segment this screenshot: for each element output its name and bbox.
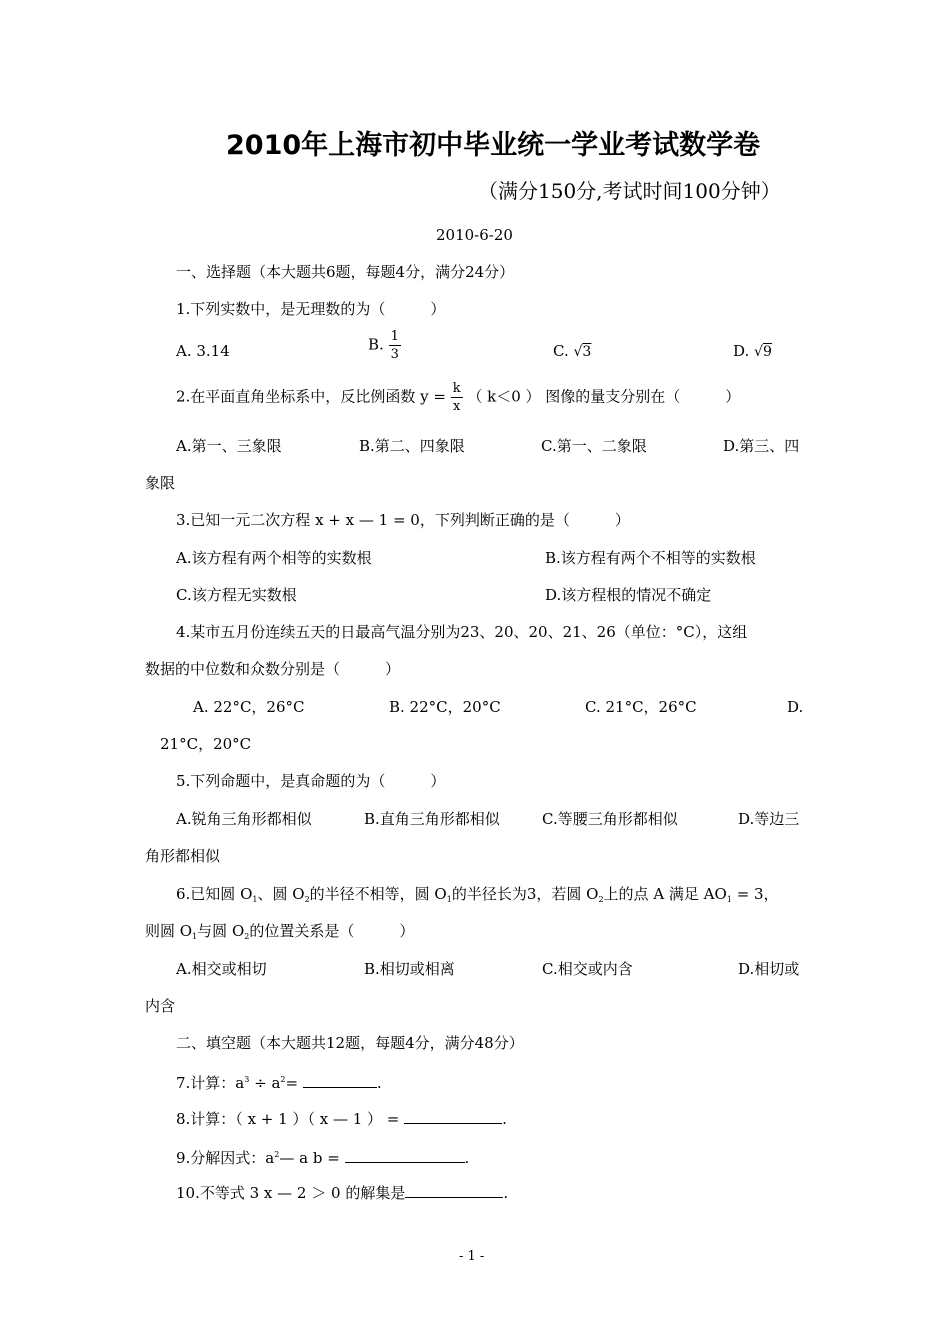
q2-stem-part1: 2.在平面直角坐标系中，反比例函数 y = — [176, 387, 446, 406]
q2-option-b: B.第二、四象限 — [359, 437, 465, 455]
q5-option-c: C.等腰三角形都相似 — [542, 810, 678, 828]
q10-text: . — [503, 1184, 509, 1202]
q1-option-b-label: B. — [368, 335, 384, 354]
q1-option-d-label: D. — [733, 342, 750, 360]
q3-option-d: D.该方程根的情况不确定 — [545, 586, 712, 604]
q9-text: . — [464, 1149, 470, 1167]
q7-text: = — [285, 1074, 303, 1092]
q4-option-c: C. 21°C，26°C — [585, 698, 697, 716]
q8-text: 8.计算：（ x + 1 ）（ x — 1 ） = — [176, 1110, 405, 1128]
q7-text: ÷ a — [249, 1074, 281, 1092]
exam-date: 2010-6-20 — [436, 226, 513, 244]
superscript: 2 — [274, 1150, 280, 1159]
q9 — [176, 1146, 469, 1167]
q9-text: — a b = — [279, 1149, 345, 1167]
q6-text: 的半径长为3，若圆 O — [451, 885, 599, 903]
square-root-9: √9 — [754, 344, 772, 360]
subscript: 2 — [598, 895, 604, 904]
q6-text: = 3， — [731, 885, 779, 903]
q3-option-c: C.该方程无实数根 — [176, 586, 297, 604]
q1-option-b — [368, 328, 401, 363]
subscript: 2 — [244, 932, 250, 941]
q2-fraction — [451, 380, 463, 415]
q10 — [176, 1183, 508, 1202]
q2-stem-part2: （ k＜0 ） 图像的量支分别在（ ） — [467, 387, 741, 406]
page-title: 2010年上海市初中毕业统一学业考试数学卷 — [226, 130, 761, 161]
q7-text: 7.计算：a — [176, 1074, 245, 1092]
q6-option-a: A.相交或相切 — [176, 960, 267, 978]
page-subtitle: （满分150分,考试时间100分钟） — [478, 179, 781, 203]
fraction-numerator: k — [452, 381, 461, 396]
q6-text: 、圆 O — [257, 885, 305, 903]
q6-text: 上的点 A 满足 AO — [603, 885, 727, 903]
superscript: 3 — [244, 1075, 250, 1084]
q6-text: 则圆 O — [145, 922, 193, 940]
q4-option-d-continued: 21°C，20°C — [160, 735, 252, 753]
q4-option-d: D. — [787, 698, 804, 716]
q2-option-d-continued: 象限 — [145, 474, 176, 492]
q4-stem-continued: 数据的中位数和众数分别是（ ） — [145, 660, 401, 678]
q2-option-d: D.第三、四 — [723, 437, 800, 455]
q1-stem: 1.下列实数中，是无理数的为（ ） — [176, 300, 446, 318]
answer-blank[interactable] — [303, 1073, 377, 1088]
q4-option-a: A. 22°C，26°C — [193, 698, 305, 716]
q1-option-c-label: C. — [553, 342, 569, 360]
q2-stem — [176, 380, 740, 415]
radicand: 9 — [762, 344, 772, 360]
fraction-numerator: 1 — [390, 329, 399, 344]
q1-option-d — [733, 342, 772, 361]
subscript: 2 — [304, 895, 310, 904]
square-root-3: √3 — [573, 344, 592, 360]
q8-text: . — [502, 1110, 507, 1128]
subscript: 1 — [252, 895, 258, 904]
subscript: 1 — [192, 932, 198, 941]
subscript: 1 — [446, 895, 452, 904]
q6-option-d: D.相切或 — [738, 960, 800, 978]
q5-option-d: D.等边三 — [738, 810, 800, 828]
q1-option-b-fraction — [389, 328, 401, 363]
q7-text: . — [376, 1074, 382, 1092]
q6-stem — [176, 885, 779, 909]
q1-option-a: A. 3.14 — [176, 342, 230, 360]
q6-text: 的位置关系是（ ） — [249, 922, 415, 940]
superscript: 2 — [280, 1075, 286, 1084]
q9-text: 9.分解因式：a — [176, 1149, 275, 1167]
q3-option-a: A.该方程有两个相等的实数根 — [176, 549, 372, 567]
section-2-heading: 二、填空题（本大题共12题，每题4分，满分48分） — [176, 1034, 524, 1052]
q4-stem: 4.某市五月份连续五天的日最高气温分别为23、20、20、21、26（单位：°C），这组 — [176, 623, 748, 641]
q6-stem-continued — [145, 922, 414, 946]
q6-option-d-continued: 内含 — [145, 997, 176, 1015]
subscript: 1 — [726, 895, 732, 904]
q3-option-b: B.该方程有两个不相等的实数根 — [545, 549, 756, 567]
q8 — [176, 1109, 507, 1128]
q5-option-d-continued: 角形都相似 — [145, 847, 221, 865]
page-number: - 1 - — [459, 1249, 485, 1264]
q6-text: 的半径不相等，圆 O — [309, 885, 447, 903]
q6-text: 6.已知圆 O — [176, 885, 253, 903]
q5-stem: 5.下列命题中，是真命题的为（ ） — [176, 772, 446, 790]
q3-stem: 3.已知一元二次方程 x + x — 1 = 0，下列判断正确的是（ ） — [176, 511, 630, 529]
fraction-denominator: x — [452, 399, 461, 414]
section-1-heading: 一、选择题（本大题共6题，每题4分，满分24分） — [176, 263, 515, 281]
q2-option-a: A.第一、三象限 — [176, 437, 282, 455]
q4-option-b: B. 22°C，20°C — [389, 698, 501, 716]
q5-option-b: B.直角三角形都相似 — [364, 810, 500, 828]
q1-option-c — [553, 342, 591, 361]
answer-blank[interactable] — [345, 1148, 465, 1163]
fraction-denominator: 3 — [390, 347, 399, 362]
q10-text: 10.不等式 3 x — 2 ＞ 0 的解集是 — [176, 1184, 406, 1202]
answer-blank[interactable] — [405, 1183, 503, 1198]
q6-option-b: B.相切或相离 — [364, 960, 455, 978]
radicand: 3 — [582, 344, 592, 360]
answer-blank[interactable] — [404, 1109, 502, 1124]
q5-option-a: A.锐角三角形都相似 — [176, 810, 312, 828]
q2-option-c: C.第一、二象限 — [541, 437, 647, 455]
q6-option-c: C.相交或内含 — [542, 960, 633, 978]
q6-text: 与圆 O — [197, 922, 245, 940]
q7 — [176, 1071, 382, 1092]
